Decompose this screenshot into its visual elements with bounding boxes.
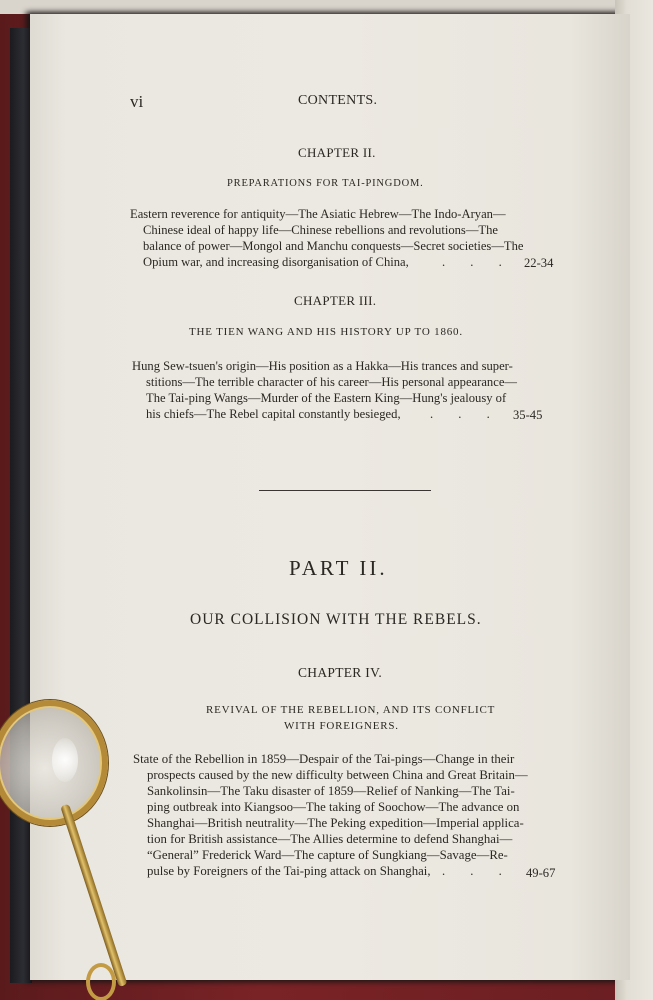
- lens-glare: [52, 738, 78, 782]
- chapter-summary-line: Sankolinsin—The Taku disaster of 1859—Relief of Nanking—The Tai-: [147, 784, 515, 798]
- chapter-summary-line: pulse by Foreigners of the Tai-ping attack on Shanghai,: [147, 864, 431, 878]
- chapter-title-line: REVIVAL OF THE REBELLION, AND ITS CONFLICT: [206, 704, 496, 716]
- chapter-summary-line: The Tai-ping Wangs—Murder of the Eastern King—Hung's jealousy of: [146, 391, 507, 405]
- running-head: CONTENTS.: [298, 93, 378, 108]
- book-gutter: [10, 28, 32, 983]
- leader-dots: . . .: [442, 255, 513, 269]
- chapter-title: THE TIEN WANG AND HIS HISTORY UP TO 1860.: [189, 326, 463, 338]
- handle-ring: [86, 963, 116, 1000]
- page-range: 49-67: [526, 866, 556, 880]
- chapter-summary-line: tion for British assistance—The Allies determine to defend Shanghai—: [147, 832, 513, 846]
- chapter-heading: CHAPTER IV.: [298, 665, 383, 680]
- chapter-summary-line: Opium war, and increasing disorganisation of China,: [143, 255, 409, 269]
- folio-number: vi: [130, 92, 144, 111]
- chapter-heading: CHAPTER II.: [298, 145, 376, 160]
- chapter-summary-line: Chinese ideal of happy life—Chinese rebellions and revolutions—The: [143, 223, 498, 237]
- part-title: OUR COLLISION WITH THE REBELS.: [190, 611, 482, 628]
- chapter-summary-line: balance of power—Mongol and Manchu conquests—Secret societies—The: [143, 239, 524, 253]
- contents-page: [30, 14, 630, 980]
- chapter-heading: CHAPTER III.: [294, 293, 377, 308]
- chapter-summary-line: Shanghai—British neutrality—The Peking expedition—Imperial applica-: [147, 816, 524, 830]
- chapter-summary-line: “General” Frederick Ward—The capture of Sungkiang—Savage—Re-: [147, 848, 508, 862]
- chapter-summary-line: Hung Sew-tsuen's origin—His position as a Hakka—His trances and super-: [132, 359, 513, 373]
- chapter-summary-line: State of the Rebellion in 1859—Despair of the Tai-pings—Change in their: [133, 752, 515, 766]
- chapter-title-line: WITH FOREIGNERS.: [284, 720, 399, 732]
- chapter-summary-line: prospects caused by the new difficulty between China and Great Britain—: [147, 768, 528, 782]
- leader-dots: . . .: [430, 407, 501, 421]
- chapter-title: PREPARATIONS FOR TAI-PINGDOM.: [227, 178, 424, 189]
- chapter-summary-line: his chiefs—The Rebel capital constantly besieged,: [146, 407, 401, 421]
- chapter-summary-line: ping outbreak into Kiangsoo—The taking of Soochow—The advance on: [147, 800, 520, 814]
- section-rule: [259, 490, 431, 491]
- chapter-summary-line: stitions—The terrible character of his career—His personal appearance—: [146, 375, 517, 389]
- part-heading: PART II.: [289, 556, 388, 580]
- page-range: 35-45: [513, 408, 543, 422]
- leader-dots: . . .: [442, 864, 513, 878]
- chapter-summary-line: Eastern reverence for antiquity—The Asiatic Hebrew—The Indo-Aryan—: [130, 207, 506, 221]
- page-range: 22-34: [524, 256, 554, 270]
